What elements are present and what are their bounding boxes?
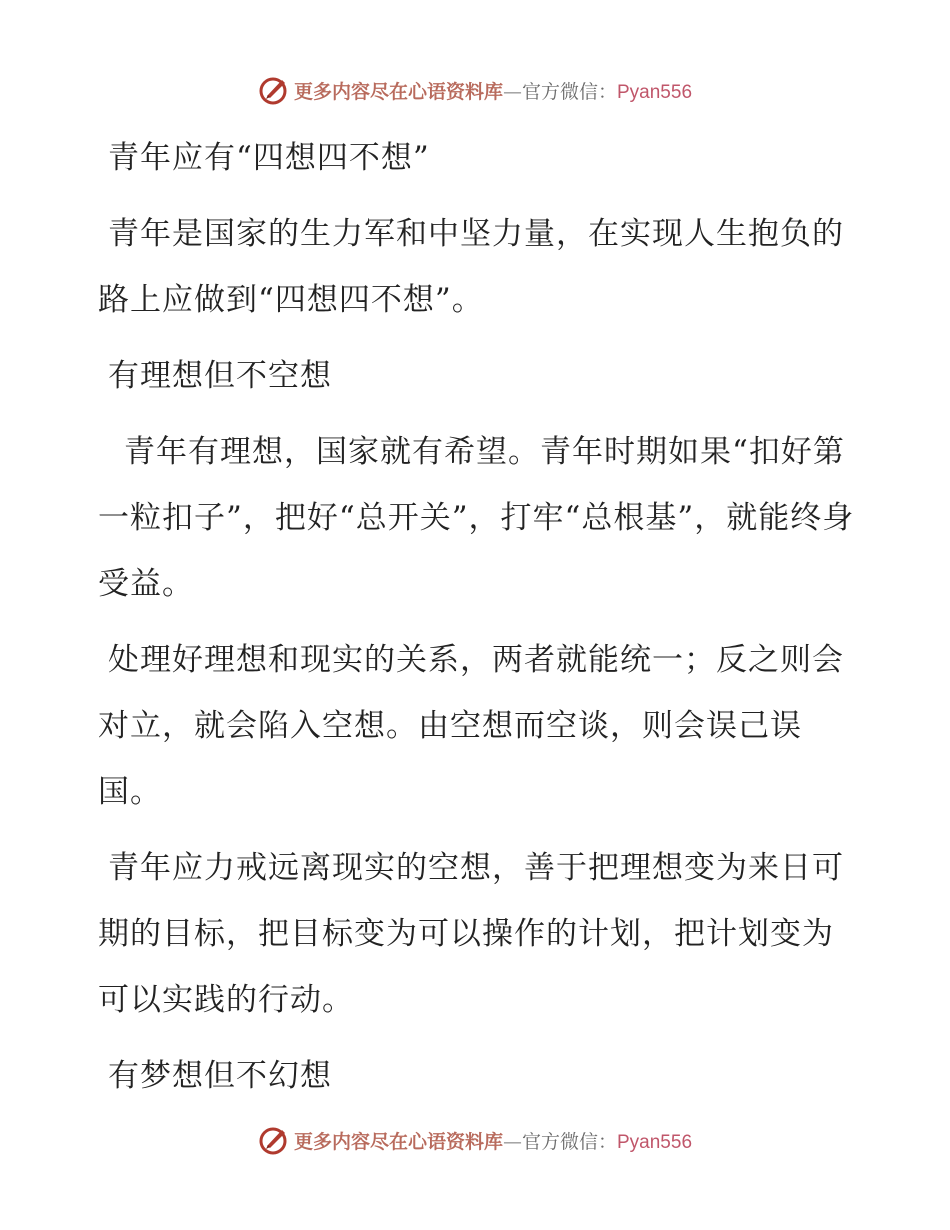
quill-seal-icon (258, 1124, 290, 1156)
banner-text (294, 77, 692, 104)
section1-paragraph-2: 处理好理想和现实的关系，两者就能统一；反之则会对立，就会陷入空想。由空想而空谈，则会误己误国。 (98, 642, 844, 810)
banner-separator: — (502, 80, 522, 103)
banner-text (294, 1127, 692, 1154)
quill-seal-icon (258, 74, 290, 106)
banner-main-text: 更多内容尽在心语资料库 (293, 1130, 503, 1153)
banner-separator: — (502, 1130, 522, 1153)
section1-heading: 有理想但不空想 (108, 358, 332, 394)
intro-paragraph: 青年是国家的生力军和中坚力量，在实现人生抱负的路上应做到“四想四不想”。 (98, 216, 844, 318)
banner-sub-text: 官方微信： (521, 1130, 617, 1153)
section1-paragraph-3: 青年应力戒远离现实的空想，善于把理想变为来日可期的目标，把目标变为可以操作的计划，把计划变为可以实践的行动。 (98, 850, 844, 1018)
document-body (98, 125, 858, 1119)
section1-paragraph-1: 青年有理想，国家就有希望。青年时期如果“扣好第一粒扣子”，把好“总开关”，打牢“总根基”，就能终身受益。 (98, 434, 855, 602)
banner-sub-text: 官方微信： (521, 80, 617, 103)
section2-heading: 有梦想但不幻想 (108, 1058, 332, 1094)
document-title: 青年应有“四想四不想” (108, 140, 430, 176)
banner-account: Pyan556 (617, 1131, 693, 1153)
banner-account: Pyan556 (617, 81, 693, 103)
header-banner (0, 70, 950, 110)
banner-main-text: 更多内容尽在心语资料库 (293, 80, 503, 103)
footer-banner (0, 1120, 950, 1160)
